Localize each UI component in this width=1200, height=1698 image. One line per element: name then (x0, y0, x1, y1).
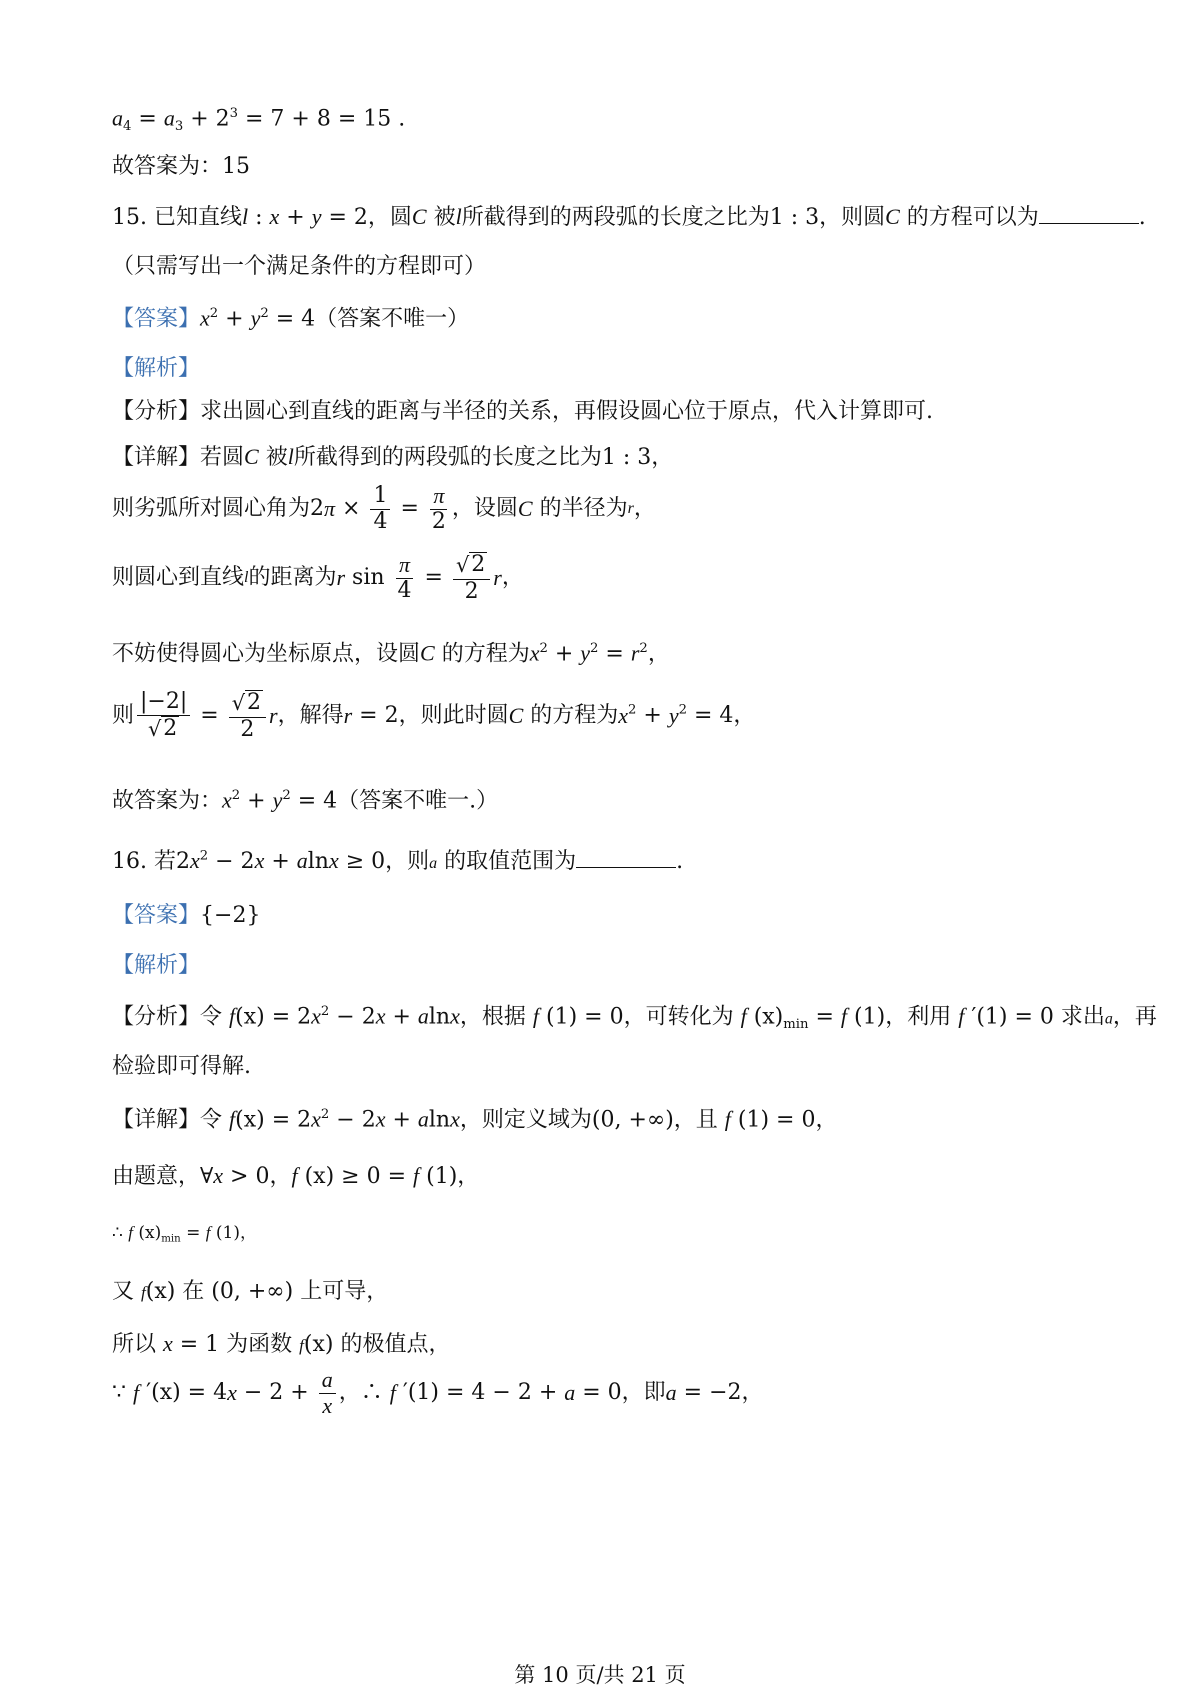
question-15-note (112, 256, 486, 278)
text: − 2 (208, 849, 255, 874)
var: a (417, 1003, 429, 1029)
answer-line (112, 156, 250, 178)
var: f (413, 1163, 420, 1188)
radical-sign: √ (147, 716, 162, 741)
text: ，根据 (459, 1004, 533, 1030)
text: = (598, 641, 631, 667)
var: a (665, 1380, 677, 1406)
exponent: 2 (590, 641, 599, 656)
var: a (1104, 1010, 1113, 1028)
text: 【详解】令 (112, 1107, 229, 1133)
radicand: 2 (247, 690, 262, 715)
var: x (529, 640, 540, 666)
answer-15 (112, 307, 469, 331)
var: y (580, 640, 591, 666)
var: x (254, 848, 265, 873)
text: ln (428, 1004, 451, 1030)
var: r (336, 565, 346, 591)
text: ∵ (112, 1380, 133, 1406)
text: (1)， (419, 1164, 480, 1189)
var-a: a (112, 105, 123, 131)
text: 检验即可得解. (112, 1054, 251, 1079)
text: 由题意，∀ (112, 1164, 214, 1189)
text: = (131, 106, 164, 132)
var: x (328, 848, 339, 873)
var: f (128, 1223, 133, 1242)
var: a (564, 1380, 576, 1406)
text: . (676, 849, 684, 874)
text: 的取值范围为 (437, 849, 577, 874)
text: 不妨使得圆心为坐标原点，设圆 (112, 641, 421, 667)
text: > 0， (223, 1164, 292, 1189)
text: 的方程可以为 (899, 205, 1039, 230)
text: (x) 在 (0, +∞) 上可导， (145, 1279, 389, 1304)
step-derivative (112, 1368, 764, 1418)
text: + (264, 849, 297, 874)
numerator: π (396, 553, 413, 579)
denominator: 2 (464, 578, 479, 604)
var: f (229, 1003, 236, 1029)
radicand: 2 (471, 552, 486, 577)
var: a (417, 1106, 429, 1132)
var: π (324, 496, 336, 522)
text: {−2} (200, 903, 261, 928)
exponent: 2 (260, 306, 269, 321)
page-footer: 第 10 页/共 21 页 (514, 1663, 686, 1687)
exponent: 3 (229, 106, 239, 121)
text: ，设圆 (451, 496, 518, 522)
var: f (532, 1003, 539, 1029)
var: f (133, 1380, 140, 1406)
exponent: 2 (282, 788, 291, 803)
analysis-16 (112, 1005, 1157, 1031)
analysis-tag-15 (112, 358, 200, 380)
subscript: min (161, 1233, 181, 1245)
var: r (343, 703, 353, 729)
var: x (269, 204, 280, 229)
step-arc-angle (112, 484, 656, 534)
text: (x) ≥ 0 = (297, 1164, 413, 1189)
text: 所截得到的两段弧的长度之比为1 : 3，则圆 (461, 205, 886, 230)
text: = 0，即 (575, 1380, 666, 1406)
text: ln (428, 1107, 451, 1133)
text: (1)， (210, 1223, 257, 1243)
var: x (222, 787, 232, 813)
exponent: 2 (199, 848, 209, 864)
var: l (287, 444, 294, 469)
var: x (618, 703, 629, 729)
denominator: 4 (397, 577, 412, 603)
text: : (248, 205, 270, 230)
text: ， (647, 641, 670, 667)
equation-a4 (112, 107, 405, 133)
denominator: x (322, 1392, 333, 1418)
text: × (335, 496, 368, 522)
var: r (269, 703, 278, 729)
var: x (311, 1003, 321, 1029)
text: = (393, 496, 426, 522)
var: f (299, 1336, 304, 1355)
answer-tag: 【答案】 (112, 903, 201, 928)
var: f (724, 1106, 731, 1132)
radical-sign: √ (231, 691, 246, 716)
numerator (229, 690, 266, 718)
answer-blank (1039, 205, 1139, 224)
denominator: 4 (373, 508, 388, 534)
text: = −2， (676, 1380, 764, 1406)
subscript: 3 (174, 119, 184, 135)
text: (x) (746, 1004, 784, 1030)
sqrt (148, 716, 179, 742)
text: 的距离为 (248, 565, 337, 591)
exponent: 2 (320, 1004, 330, 1019)
sqrt (456, 552, 487, 578)
text: + (218, 306, 251, 332)
text: (x) = 2 (235, 1107, 312, 1133)
text: (x) = 2 (235, 1004, 312, 1030)
text: = (193, 703, 226, 729)
var: x (200, 305, 210, 331)
denominator: 2 (240, 716, 255, 742)
question-15 (112, 205, 1146, 229)
text: (x) (132, 1223, 162, 1243)
detail-16 (112, 1108, 837, 1132)
text: + (636, 703, 669, 729)
text: . (1138, 205, 1146, 230)
denominator: 2 (431, 508, 446, 534)
text: − 2 + (236, 1380, 316, 1406)
exponent: 2 (320, 1107, 330, 1122)
text: 被 (258, 445, 288, 470)
var-a: a (163, 105, 175, 131)
analysis-15 (112, 401, 933, 423)
text: 被 (426, 205, 456, 230)
analysis-tag: 【解析】 (112, 953, 201, 978)
numerator (453, 552, 490, 580)
text: = 4 (268, 306, 316, 332)
var: f (389, 1380, 396, 1406)
exponent: 2 (639, 641, 648, 656)
detail-15 (112, 446, 673, 469)
var: x (163, 1331, 173, 1356)
text: = 2，圆 (321, 205, 412, 230)
text: 则 (112, 703, 135, 729)
var: l (244, 569, 249, 587)
text: ′(1) = 4 − 2 + (395, 1380, 565, 1406)
question-16 (112, 849, 683, 873)
var: x (450, 1106, 460, 1132)
step-domain (112, 1165, 479, 1188)
text: ′(1) = 0 求出 (964, 1004, 1105, 1030)
text: ′(x) = 4 (139, 1380, 228, 1406)
analysis-16-cont (112, 1056, 251, 1078)
text: ≥ 0，则 (338, 849, 430, 874)
var: r (493, 565, 502, 591)
exponent: 2 (628, 702, 637, 718)
text: (1) = 0，可转化为 (539, 1004, 741, 1030)
var: y (668, 703, 679, 729)
analysis-tag-16 (112, 955, 200, 977)
var: f (840, 1003, 848, 1029)
var: C (508, 703, 524, 729)
fraction (395, 553, 415, 603)
step-differentiable (112, 1281, 388, 1303)
text: 故答案为：15 (112, 154, 250, 179)
text: 又 (112, 1279, 141, 1304)
fraction (319, 1368, 336, 1418)
step-distance (112, 552, 524, 604)
answer-blank (576, 849, 676, 868)
text: (1) = 0， (730, 1107, 838, 1133)
text: 【详解】若圆 (112, 445, 245, 470)
radical-sign: √ (455, 553, 470, 578)
var: x (375, 1003, 386, 1029)
var: f (141, 1283, 146, 1302)
text: 则圆心到直线 (112, 565, 245, 591)
text: = 2，则此时圆 (352, 703, 509, 729)
text: sin (345, 565, 392, 591)
text: = 4， (687, 703, 756, 729)
text: = 1 为函数 (172, 1332, 300, 1357)
text: （只需写出一个满足条件的方程即可） (112, 254, 487, 279)
exponent: 2 (539, 641, 548, 656)
question-number: 15. 已知直线 (112, 205, 242, 230)
text: ，∴ (338, 1380, 390, 1406)
text: ∴ (112, 1223, 129, 1243)
var: f (740, 1003, 747, 1029)
numerator: |−2| (137, 690, 190, 716)
var: C (244, 444, 259, 469)
text: ln (307, 849, 329, 874)
text: 的方程为 (434, 641, 530, 667)
var: f (205, 1223, 211, 1242)
text: ， (501, 565, 524, 591)
var: C (420, 640, 435, 666)
step-solve-r (112, 690, 755, 742)
text: + (547, 641, 581, 667)
text: 【分析】令 (112, 1004, 229, 1030)
var: y (250, 305, 261, 331)
sqrt (232, 690, 263, 716)
var: l (455, 204, 462, 229)
text: ，解得 (277, 703, 344, 729)
fraction (429, 484, 449, 534)
numerator: π (430, 484, 447, 510)
var: y (311, 204, 322, 229)
var: y (272, 787, 283, 813)
var: x (227, 1380, 237, 1406)
step-circle-eq (112, 642, 670, 666)
text: 所截得到的两段弧的长度之比为1 : 3， (293, 445, 674, 470)
var: C (411, 204, 427, 229)
text: 故答案为： (112, 788, 223, 814)
answer-tag: 【答案】 (112, 306, 201, 332)
fraction (453, 552, 490, 604)
text: + (240, 788, 273, 814)
var: f (958, 1003, 965, 1029)
var: x (189, 848, 200, 873)
fraction (137, 690, 190, 742)
var: x (450, 1003, 460, 1029)
var: a (296, 848, 308, 873)
text: = (417, 565, 450, 591)
step-extremum (112, 1333, 450, 1356)
var: C (517, 496, 533, 522)
text: = (808, 1004, 841, 1030)
var: f (291, 1163, 298, 1188)
var: a (429, 855, 438, 872)
text: + 2 (183, 106, 230, 132)
exponent: 2 (209, 306, 219, 321)
text: = 4（答案不唯一.） (290, 788, 499, 814)
var: C (885, 204, 900, 229)
text: + (385, 1107, 418, 1133)
var: r (630, 640, 640, 666)
text: 16. 若2 (112, 849, 190, 874)
text: 的半径为 (532, 496, 628, 522)
text: 所以 (112, 1332, 163, 1357)
fraction (229, 690, 266, 742)
step-min (112, 1224, 257, 1245)
exponent: 2 (231, 788, 241, 803)
var: r (627, 500, 634, 518)
var: f (229, 1106, 236, 1132)
text: + (385, 1004, 418, 1030)
text: ， (633, 496, 656, 522)
var: x (213, 1163, 224, 1188)
text: ，则定义域为(0, +∞)，且 (459, 1107, 725, 1133)
text: 则劣弧所对圆心角为2 (112, 496, 324, 522)
text: （答案不唯一） (315, 306, 470, 332)
denominator (145, 716, 182, 743)
text: 【分析】求出圆心到直线的距离与半径的关系，再假设圆心位于原点，代入计算即可. (112, 399, 933, 424)
subscript: min (783, 1017, 809, 1033)
var: x (375, 1106, 386, 1132)
text: − 2 (329, 1004, 376, 1030)
exponent: 2 (678, 702, 687, 718)
text: + (279, 205, 312, 230)
radicand: 2 (163, 715, 178, 741)
fraction (370, 484, 390, 534)
numerator: a (319, 1368, 336, 1394)
text: (x) 的极值点， (303, 1332, 451, 1357)
text: − 2 (329, 1107, 376, 1133)
text: ，再 (1112, 1004, 1157, 1030)
text: = 7 + 8 = 15 . (238, 106, 406, 132)
text: = (180, 1223, 206, 1243)
answer-16 (112, 905, 260, 927)
text: (1)，利用 (847, 1004, 959, 1030)
numerator: 1 (370, 484, 390, 510)
analysis-tag: 【解析】 (112, 356, 201, 381)
subscript: 4 (123, 119, 132, 135)
var: x (311, 1106, 321, 1132)
text: 的方程为 (523, 703, 619, 729)
answer-summary-15 (112, 789, 498, 813)
var: l (241, 204, 249, 229)
